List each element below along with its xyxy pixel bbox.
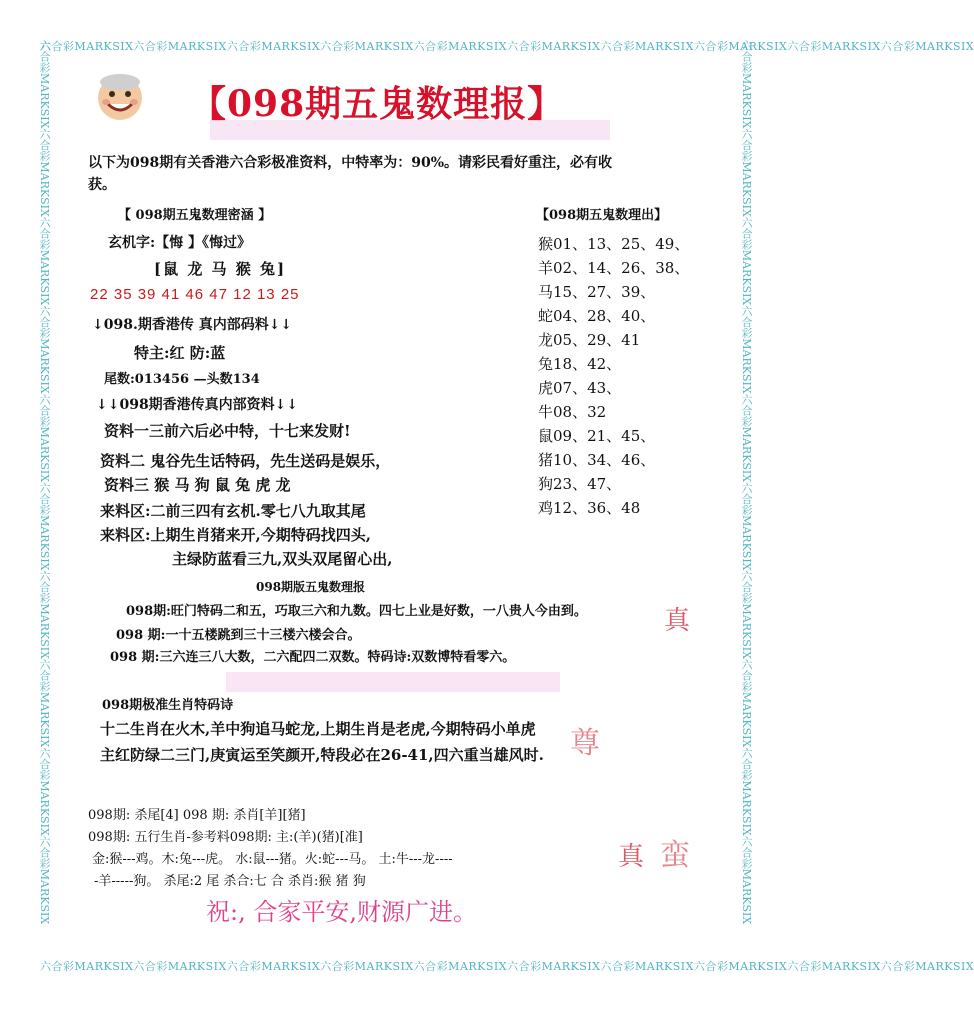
riddle-text: 玄机字:【悔 】《悔过》	[108, 235, 252, 251]
stamp-mark: 真	[664, 606, 691, 636]
left-border-text: 六合彩MARKSIX六合彩MARKSIX六合彩MARKSIX六合彩MARKSIX六合彩MARKSIX六合彩MARKSIX六合彩MARKSIX六合彩MARKSIX六合彩MARKSIX六合彩MARKSIX	[38, 40, 51, 925]
special-color: 特主:红 防:蓝	[134, 344, 226, 362]
list-item: 羊02、14、26、38、	[538, 259, 690, 277]
source-line-1: 来料区:二前三四有玄机.零七八九取其尾	[100, 502, 366, 520]
left-section-title: 【 098期五鬼数理密涵 】	[118, 208, 272, 223]
hk-fax-title-2: ↓↓098期香港传真内部资料↓↓	[96, 397, 299, 413]
list-item: 龙05、29、41	[538, 331, 641, 349]
page-title: 【098期五鬼数理报】	[190, 83, 565, 125]
tail-head-numbers: 尾数:013456 —头数134	[104, 372, 260, 387]
stamp-mark: 尊	[570, 726, 600, 761]
middle-line-3: 098 期:三六连三八大数，二六配四二双数。特码诗:双数博特看零六。	[110, 650, 516, 665]
stamp-mark: 蛮	[660, 838, 690, 873]
right-border-text: 六合彩MARKSIX六合彩MARKSIX六合彩MARKSIX六合彩MARKSIX六合彩MARKSIX六合彩MARKSIX六合彩MARKSIX六合彩MARKSIX六合彩MARKSIX六合彩MARKSIX	[740, 40, 753, 925]
list-item: 狗23、47、	[538, 475, 622, 493]
list-item: 鼠09、21、45、	[538, 427, 656, 445]
title-block	[190, 76, 564, 126]
zodiac-set: [鼠 龙 马 猴 兔]	[154, 260, 287, 278]
list-item: 虎07、43、	[538, 379, 622, 397]
bottom-line-4: -羊-----狗。 杀尾:2 尾 杀合:七 合 杀肖:猴 猪 狗	[94, 874, 366, 889]
pick-numbers: 22 35 39 41 46 47 12 13 25	[90, 286, 300, 303]
zodiac-number-list	[538, 232, 689, 520]
info-line-1: 资料一三前六后必中特，十七来发财!	[104, 422, 351, 440]
middle-line-2: 098 期:一十五楼跳到三十三楼六楼会合。	[116, 628, 361, 643]
right-section-title: 【098期五鬼数理出】	[536, 208, 668, 223]
bottom-line-2: 098期: 五行生肖-参考料098期: 主:(羊)(猪)[准]	[88, 830, 363, 845]
bottom-border-text: 六合彩MARKSIX六合彩MARKSIX六合彩MARKSIX六合彩MARKSIX六合彩MARKSIX六合彩MARKSIX六合彩MARKSIX六合彩MARKSIX六合彩MARKSIX六合彩MARKSIX	[40, 960, 974, 973]
poem-title: 098期极准生肖特码诗	[102, 698, 234, 713]
list-item: 蛇04、28、40、	[538, 307, 656, 325]
poem-line-1: 十二生肖在火木,羊中狗追马蛇龙,上期生肖是老虎,今期特码小单虎	[100, 720, 536, 738]
list-item: 牛08、32	[538, 403, 607, 421]
top-border-text: 六合彩MARKSIX六合彩MARKSIX六合彩MARKSIX六合彩MARKSIX六合彩MARKSIX六合彩MARKSIX六合彩MARKSIX六合彩MARKSIX六合彩MARKSIX六合彩MARKSIX	[40, 40, 974, 53]
intro-line-1: 以下为098期有关香港六合彩极准资料，中特率为：90%。请彩民看好重注，必有收	[88, 155, 613, 171]
hk-fax-title: ↓098.期香港传 真内部码料↓↓	[92, 317, 293, 333]
list-item: 兔18、42、	[538, 355, 622, 373]
bottom-line-3: 金:猴---鸡。木:兔---虎。 水:鼠---猪。火:蛇---马。 土:牛---龙----	[92, 852, 453, 867]
list-item: 猪10、34、46、	[538, 451, 656, 469]
intro-line-2: 获。	[88, 177, 116, 193]
info-line-3: 资料三 猴 马 狗 鼠 兔 虎 龙	[104, 476, 291, 494]
poem-line-2: 主红防绿二三门,庚寅运至笑颜开,特段必在26-41,四六重当雄风时.	[100, 746, 544, 764]
source-line-3: 主绿防蓝看三九,双头双尾留心出,	[172, 550, 393, 568]
pink-band	[226, 672, 560, 692]
middle-line-1: 098期:旺门特码二和五，巧取三六和九数。四七上业是好数，一八贵人今由到。	[126, 604, 587, 619]
source-line-2: 来料区:上期生肖猪来开,今期特码找四头,	[100, 526, 371, 544]
face-image	[92, 72, 148, 122]
list-item: 猴01、13、25、49、	[538, 235, 690, 253]
list-item: 马15、27、39、	[538, 283, 656, 301]
list-item: 鸡12、36、48	[538, 499, 641, 517]
bottom-line-1: 098期: 杀尾[4] 098 期: 杀肖[羊][猪]	[88, 808, 306, 823]
info-line-2: 资料二 鬼谷先生话特码，先生送码是娱乐，	[100, 452, 391, 470]
blessing-text: 祝:, 合家平安,财源广进。	[206, 898, 477, 926]
stamp-mark: 真	[618, 842, 645, 872]
cut-heading: 098期版五鬼数理报	[256, 580, 366, 594]
